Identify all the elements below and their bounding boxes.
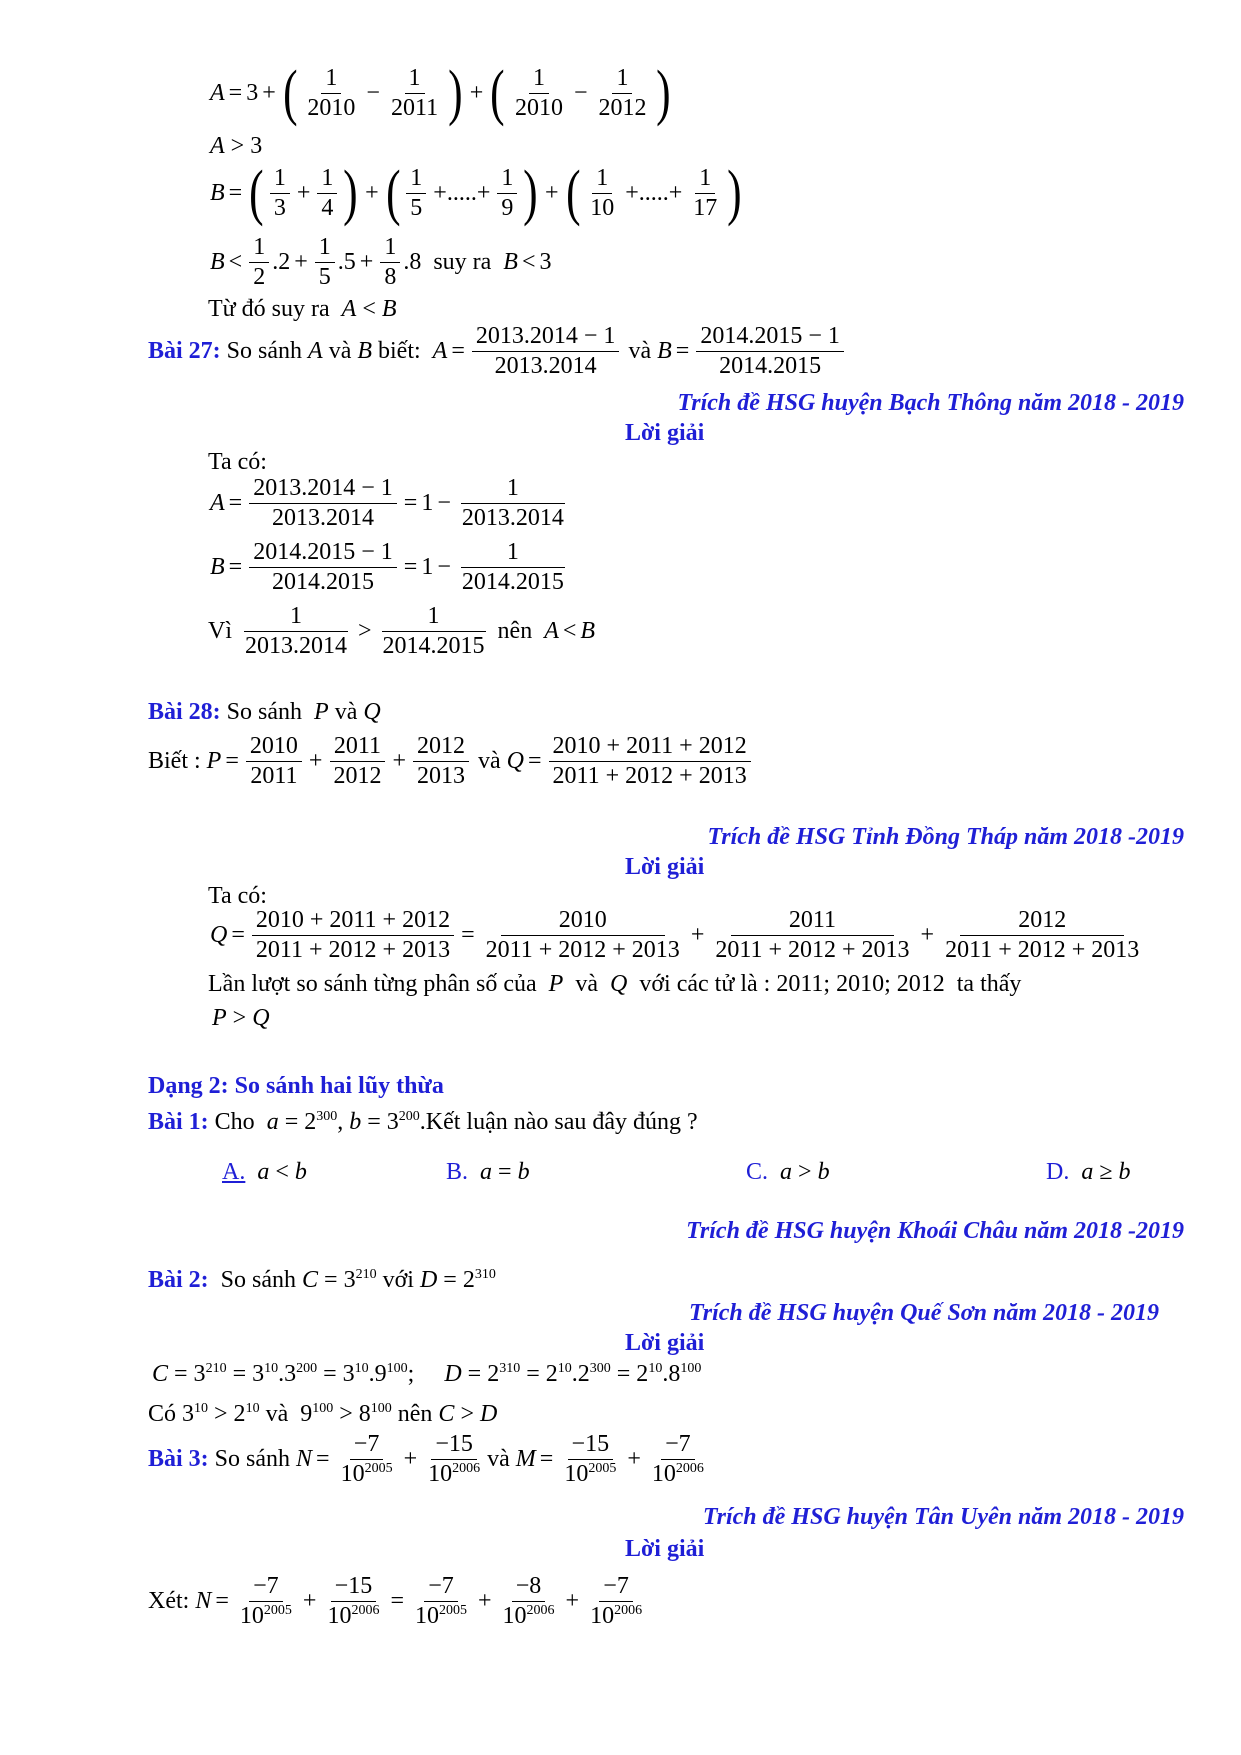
- bai2-eq: $C = 3^{210} = 3^{10}.3^{200} = 3^{10}.9^{100}$; $D = 2^{310} = 2^{10}.2^{300} = 2^{10}.8^{100}$: [152, 1361, 702, 1387]
- eq-a-expansion: A = 3 + ( 1 2010 − $\frac{1}{2011}$ ) + ( 1 2010 − $\frac{1}{2012}$ ): [210, 62, 674, 124]
- bai28-statement: Bài 28: So sánh P và Q: [148, 699, 381, 725]
- section-dang2-title: Dạng 2: So sánh hai lũy thừa: [148, 1073, 444, 1099]
- bai27-solution-heading: Lời giải: [625, 420, 705, 446]
- bai1-option-a: A. a < b: [222, 1159, 307, 1185]
- prev-conclusion: Từ đó suy ra A < B: [208, 296, 397, 322]
- bai28-source: Trích đề HSG Tỉnh Đồng Tháp năm 2018 -2019: [707, 824, 1184, 850]
- bai27-eq-b: B = $\frac{2014.2015 - 1}{2014.2015}$ = 1 − $\frac{1}{2014.2015}$: [210, 539, 564, 595]
- bai2-solution-heading: Lời giải: [625, 1330, 705, 1356]
- bai2-statement: Bài 2: So sánh $C = 3^{210}$ với $D = 2^{310}$: [148, 1267, 496, 1293]
- bai28-solution-heading: Lời giải: [625, 854, 705, 880]
- bai28-given: Biết : P = $\frac{2010}{2011}$ + $\frac{2011}{2012}$ + $\frac{2012}{2013}$ và Q = $\frac{2010 + 2011 + 2012}{2011 + 2012 + 2013}$: [148, 732, 754, 791]
- bai3-statement: Bài 3: So sánh N = $\frac{-7}{10^{2005}}$ + $\frac{-15}{10^{2006}}$ và M = $\frac{-15}{10^{2005}}$ + $\frac{-7}{10^{2006}}$: [148, 1431, 704, 1487]
- bai1-source: Trích đề HSG huyện Khoái Châu năm 2018 -2019: [686, 1218, 1184, 1244]
- bai27-eq-a: A = $\frac{2013.2014 - 1}{2013.2014}$ = 1 − $\frac{1}{2013.2014}$: [210, 475, 564, 531]
- bai27-taco: Ta có:: [208, 449, 267, 475]
- bai28-taco: Ta có:: [208, 883, 267, 909]
- eq-b-bound: B < 1 2 .2 + $\frac{1}{5}$ .5 + $\frac{1}{8}$ .8 suy ra B < 3: [210, 234, 552, 290]
- bai27-source: Trích đề HSG huyện Bạch Thông năm 2018 - 2019: [677, 390, 1184, 416]
- bai28-result: P > Q: [212, 1005, 270, 1031]
- bai3-solution-heading: Lời giải: [625, 1536, 705, 1562]
- bai28-compare-text: Lần lượt so sánh từng phân số của P và Q với các tử là : 2011; 2010; 2012 ta thấy: [208, 971, 1022, 997]
- eq-a-gt-3: A > 3: [210, 133, 263, 159]
- bai28-eq-q: Q = $\frac{2010 + 2011 + 2012}{2011 + 2012 + 2013}$ = $\frac{2010}{2011 + 2012 + 2013}$ + $\frac{2011}{2011 + 2012 + 2013}$ + $\frac{2012}{2011 + 2012 + 2013}$: [210, 907, 1140, 963]
- bai1-option-d: D. a ≥ b: [1046, 1159, 1131, 1185]
- bai27-compare: Vì 1 2013.2014 > 1 2014.2015 nên A < B: [208, 603, 596, 659]
- bai3-eq-n: Xét: N = $\frac{-7}{10^{2005}}$ + $\frac{-15}{10^{2006}}$ = $\frac{-7}{10^{2005}}$ + $\frac{-8}{10^{2006}}$ + $\frac{-7}{10^{2006}}$: [148, 1573, 643, 1629]
- bai2-source: Trích đề HSG huyện Quế Sơn năm 2018 - 2019: [688, 1300, 1159, 1326]
- bai1-option-c: C. a > b: [746, 1159, 830, 1185]
- bai1-statement: Bài 1: Cho $a = 2^{300}$, $b = 3^{200}.Kết$ luận nào sau đây đúng ?: [148, 1109, 698, 1135]
- bai1-option-b: B. a = b: [446, 1159, 530, 1185]
- bai27-statement: Bài 27: So sánh A và B biết: A = $\frac{2013.2014 - 1}{2013.2014}$ và B = $\frac{2014.2015 - 1}{2014.2015}$: [148, 322, 847, 381]
- bai3-source: Trích đề HSG huyện Tân Uyên năm 2018 - 2019: [702, 1504, 1184, 1530]
- bai2-compare: Có $3^{10} > 2^{10}$ và $9^{100} > 8^{100}$ nên C > D: [148, 1401, 498, 1427]
- eq-b-expansion: B = ( 1 3 + $\frac{1}{4}$ ) + ( 1 5 +.....+ $\frac{1}{9}$ ) + ( 1 10 +.....+ $\frac{1}{17}$ ): [210, 162, 745, 224]
